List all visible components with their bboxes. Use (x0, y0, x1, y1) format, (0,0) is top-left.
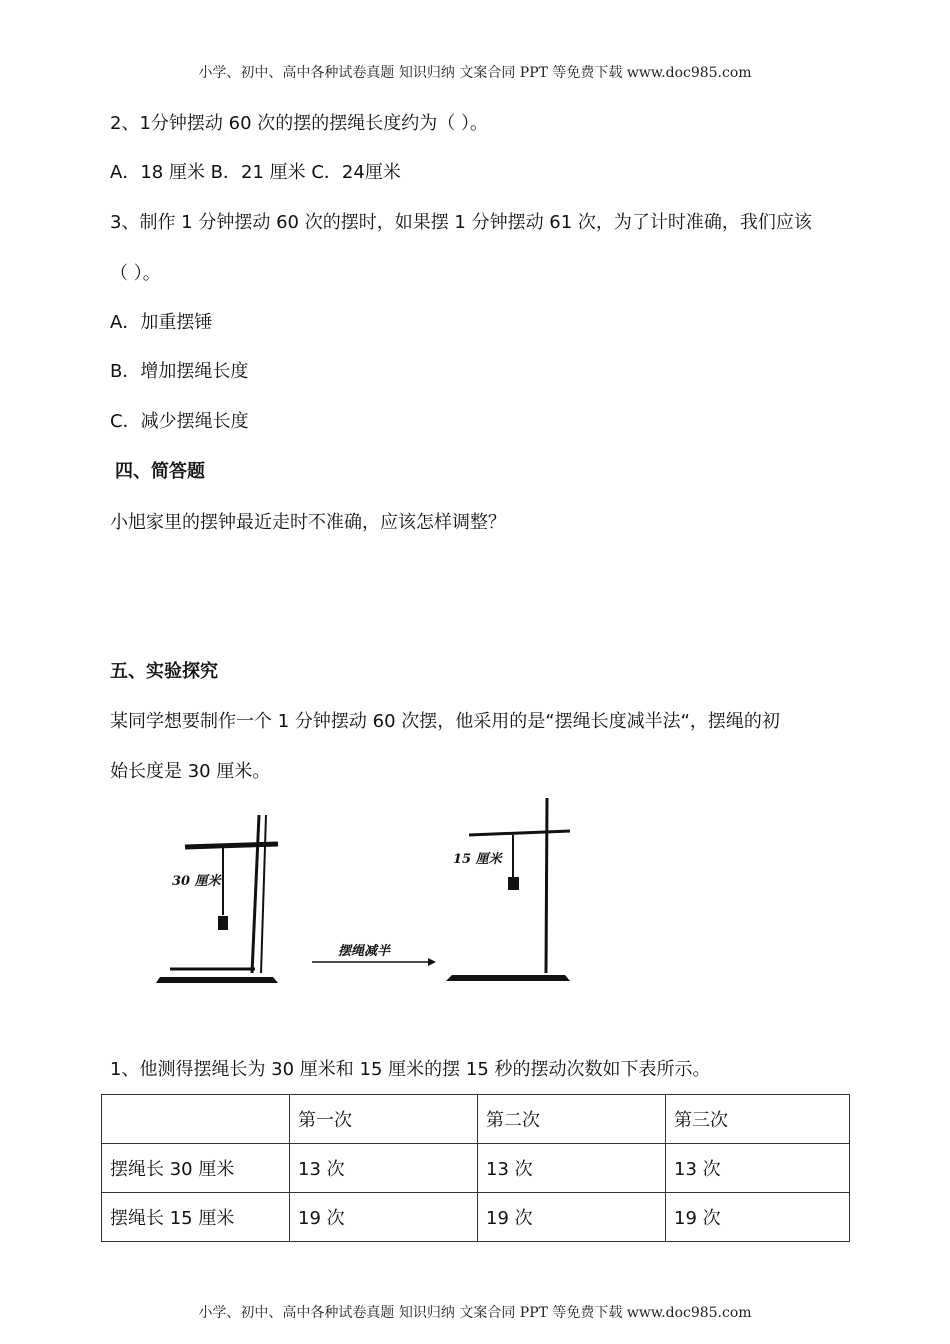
right-length-label: 15 厘米 (453, 852, 502, 867)
table-header-cell: 第二次 (478, 1095, 666, 1144)
table-header-cell (102, 1095, 290, 1144)
q3-option-a: A．加重摆锤 (110, 312, 213, 333)
table-header-row (102, 1095, 850, 1144)
table-header-cell: 第一次 (290, 1095, 478, 1144)
data-table (101, 1094, 850, 1242)
q3-option-b: B．增加摆绳长度 (110, 361, 249, 382)
q3-stem-line2: （ ）。 (110, 263, 161, 284)
arrow (312, 943, 436, 966)
section5-intro-line1: 某同学想要制作一个 1 分钟摆动 60 次摆，他采用的是“摆绳长度减半法“，摆绳的初 (110, 711, 780, 732)
page-footer: 小学、初中、高中各种试卷真题 知识归纳 文案合同 PPT 等免费下载 www.doc985.com (198, 1305, 752, 1321)
pendulum-figure (120, 795, 590, 995)
arrow-label: 摆绳减半 (338, 944, 391, 959)
left-length-label: 30 厘米 (172, 874, 221, 889)
page-header: 小学、初中、高中各种试卷真题 知识归纳 文案合同 PPT 等免费下载 www.doc985.com (198, 65, 752, 81)
right-pendulum (446, 798, 570, 981)
q2-options: A．18 厘米 B．21 厘米 C．24厘米 (110, 162, 401, 183)
table-cell: 13 次 (478, 1144, 666, 1193)
left-pendulum (156, 815, 278, 983)
section4-title: 四、简答题 (115, 461, 205, 482)
table-cell: 13 次 (290, 1144, 478, 1193)
table-row (102, 1193, 850, 1242)
table-cell: 摆绳长 30 厘米 (102, 1144, 290, 1193)
q3-stem-line1: 3、制作 1 分钟摆动 60 次的摆时，如果摆 1 分钟摆动 61 次，为了计时准确，我们应该 (110, 212, 812, 233)
table-cell: 19 次 (478, 1193, 666, 1242)
section5-title: 五、实验探究 (110, 661, 218, 682)
q2-stem: 2、1分钟摆动 60 次的摆的摆绳长度约为（ ）。 (110, 113, 488, 134)
section5-intro-line2: 始长度是 30 厘米。 (110, 761, 271, 782)
table-cell: 摆绳长 15 厘米 (102, 1193, 290, 1242)
table-cell: 19 次 (666, 1193, 850, 1242)
q3-option-c: C．减少摆绳长度 (110, 411, 249, 432)
table-cell: 19 次 (290, 1193, 478, 1242)
table-cell: 13 次 (666, 1144, 850, 1193)
section4-question: 小旭家里的摆钟最近走时不准确，应该怎样调整？ (110, 512, 506, 533)
table-row (102, 1144, 850, 1193)
table-header-cell: 第三次 (666, 1095, 850, 1144)
section5-q1: 1、他测得摆绳长为 30 厘米和 15 厘米的摆 15 秒的摆动次数如下表所示。 (110, 1059, 711, 1080)
